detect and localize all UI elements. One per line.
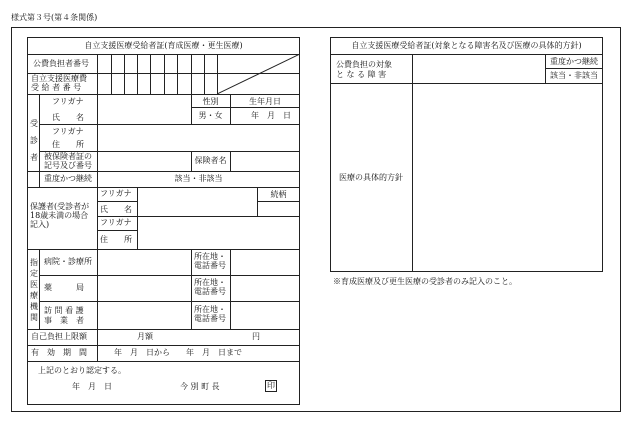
guardian-address-label: 住 所: [100, 235, 132, 244]
facility-group-2: 定: [30, 269, 38, 278]
facility-group-6: 関: [30, 313, 38, 322]
recipient-number-label-1: 自立支援医療費: [31, 74, 87, 83]
pharmacy-location-label-1: 所在地・: [194, 278, 226, 287]
mayor-label: 今 別 町 長: [180, 382, 220, 391]
left-title: 自立支援医療受給者証(育成医療・更生医療): [84, 41, 243, 50]
relation-label: 続柄: [270, 190, 287, 199]
guardian-address-furigana-label: フリガナ: [100, 218, 132, 227]
unused-cell-diagonal: [217, 54, 300, 94]
guardian-furigana-label: フリガナ: [100, 189, 132, 198]
right-continued-value: 該当・非該当: [550, 71, 598, 80]
hospital-label: 病院・診療所: [44, 257, 92, 266]
facility-group-5: 機: [30, 302, 38, 311]
payer-number-label: 公費負担者番号: [33, 59, 89, 68]
gender-value: 男・女: [198, 111, 223, 120]
form-number: 様式第３号(第４条関係): [11, 13, 98, 22]
patient-furigana-label: フリガナ: [52, 97, 84, 106]
nursing-label-1: 訪 問 看 護: [44, 306, 84, 315]
certify-text: 上記のとおり認定する。: [38, 366, 126, 375]
target-disability-label-1: 公費負担の対象: [336, 60, 392, 69]
patient-group-2: 診: [30, 136, 38, 145]
target-disability-label-2: と な る 障 害: [336, 70, 387, 79]
period-label: 有 効 期 間: [31, 348, 87, 357]
patient-group-3: 者: [30, 153, 38, 162]
guardian-name-label: 氏 名: [100, 205, 132, 214]
patient-continued-label: 重度かつ継続: [44, 174, 92, 183]
nursing-location-label-1: 所在地・: [194, 305, 226, 314]
birthdate-value: 年 月 日: [251, 111, 291, 120]
right-continued-label: 重度かつ継続: [550, 57, 598, 66]
yen-label: 円: [252, 332, 260, 341]
hospital-location-label-2: 電話番号: [194, 261, 226, 270]
guardian-label-2: 18歳未満の場合: [30, 211, 89, 220]
facility-group-1: 指: [30, 258, 38, 267]
certify-date: 年 月 日: [72, 382, 112, 391]
birthdate-label: 生年月日: [249, 97, 281, 106]
guardian-label-1: 保護者(受診者が: [30, 202, 90, 211]
patient-group-1: 受: [30, 119, 38, 128]
limit-label: 自己負担上限額: [31, 332, 87, 341]
patient-name-label: 氏 名: [52, 113, 84, 122]
gender-label: 性別: [202, 97, 219, 106]
pharmacy-location-label-2: 電話番号: [194, 287, 226, 296]
address-furigana-label: フリガナ: [52, 127, 84, 136]
treatment-policy-label: 医療の具体的方針: [339, 173, 403, 182]
pharmacy-label: 薬 局: [44, 283, 84, 292]
recipient-number-label-2: 受 給 者 番 号: [31, 83, 82, 92]
insurer-name-label: 保険者名: [194, 156, 227, 165]
guardian-label-3: 記入): [30, 220, 50, 229]
nursing-label-2: 事 業 者: [44, 316, 84, 325]
right-title: 自立支援医療受給者証(対象となる障害名及び医療の具体的方針): [351, 41, 582, 50]
facility-group-4: 療: [30, 291, 38, 300]
monthly-label: 月額: [137, 332, 153, 341]
nursing-location-label-2: 電話番号: [194, 314, 226, 323]
insurance-number-label-1: 被保険者証の: [44, 152, 92, 161]
hospital-location-label-1: 所在地・: [194, 252, 226, 261]
seal-box: 印: [267, 381, 275, 390]
footnote: ※育成医療及び更生医療の受診者のみ記入のこと。: [333, 277, 517, 286]
period-value: 年 月 日から 年 月 日まで: [114, 348, 242, 357]
insurance-number-label-2: 記号及び番号: [44, 161, 92, 170]
address-label: 住 所: [52, 140, 84, 149]
patient-continued-value: 該当・非該当: [174, 174, 223, 183]
facility-group-3: 医: [30, 280, 38, 289]
